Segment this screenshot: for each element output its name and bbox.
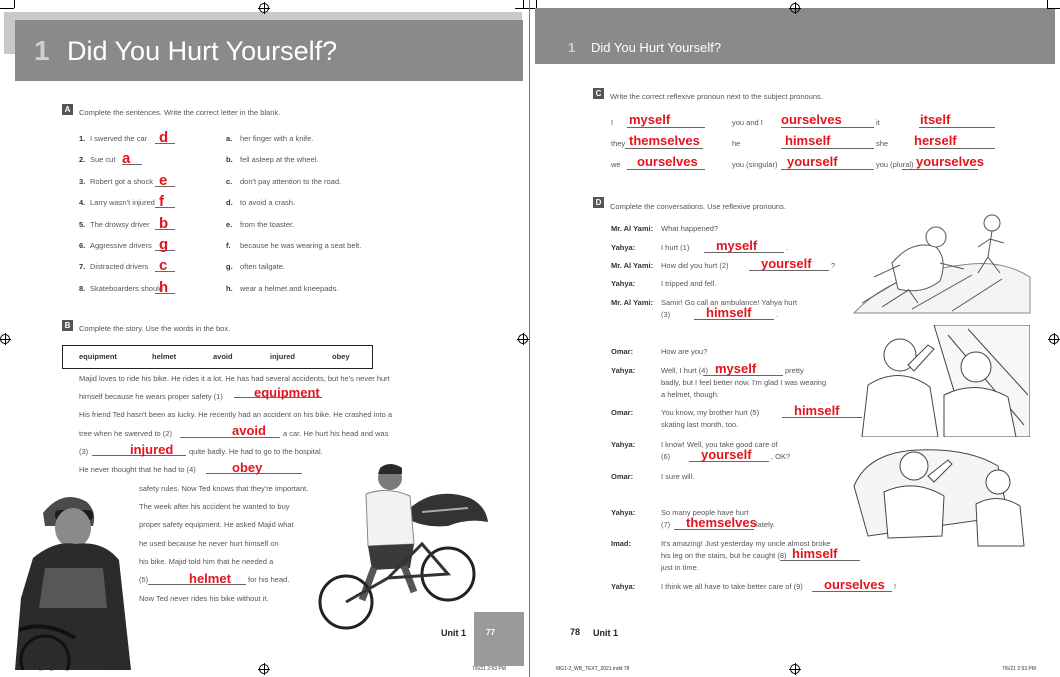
dialogue-text: It's amazing! Just yesterday my uncle almost broke <box>661 539 831 548</box>
answer-blank <box>627 127 705 128</box>
registration-mark <box>790 3 800 13</box>
cyclist-photo <box>15 488 133 670</box>
dialogue-text: So many people have hurt <box>661 508 749 517</box>
dialogue-text: lately. <box>756 520 776 529</box>
speaker-name: Omar: <box>611 472 634 481</box>
section-c-label: C <box>593 88 604 99</box>
dialogue-answer: yourself <box>761 256 812 271</box>
option-letter: h. <box>226 283 233 293</box>
page-divider <box>529 0 530 677</box>
dialogue-answer: themselves <box>686 515 757 530</box>
section-a-label: A <box>62 104 73 115</box>
answer-blank <box>781 169 874 170</box>
subject-pronoun: they <box>611 139 626 148</box>
crop-mark <box>530 8 535 9</box>
workbook-page-78 <box>530 0 1060 677</box>
dialogue-text: I tripped and fell. <box>661 279 717 288</box>
answer-letter: g <box>159 236 169 253</box>
footer-unit-label: Unit 1 <box>593 628 619 638</box>
dialogue-text: How are you? <box>661 347 708 356</box>
answer-blank <box>902 169 978 170</box>
option-text: fell asleep at the wheel. <box>240 155 319 165</box>
crop-mark <box>523 0 524 8</box>
dialogue-text: ? <box>831 261 836 270</box>
print-slug-date: 7/6/21 2:53 PM <box>1002 666 1036 672</box>
registration-mark <box>1049 334 1059 344</box>
dialogue-text: (7) <box>661 520 671 529</box>
crop-mark <box>536 0 537 8</box>
option-letter: d. <box>226 198 233 208</box>
story-line: Majid loves to ride his bike. He rides it a lot. He has had several accidents, but he's never hurt <box>79 374 390 383</box>
dialogue-text: Samir! Go call an ambulance! Yahya hurt <box>661 298 798 307</box>
page-number-tab <box>474 612 524 666</box>
speaker-name: Yahya: <box>611 440 636 449</box>
answer-letter: c <box>159 257 168 275</box>
subject-pronoun: she <box>876 139 889 148</box>
dialogue-text: I sure will. <box>661 472 695 481</box>
dialogue-text: ! <box>894 582 897 591</box>
dialogue-text: Well, I hurt (4) <box>661 366 708 375</box>
crop-mark <box>0 8 14 9</box>
answer-letter: e <box>159 171 168 189</box>
word-box-word: injured <box>270 352 296 361</box>
dialogue-answer: yourself <box>701 447 752 462</box>
answer-letter: b <box>159 214 169 232</box>
answer-blank <box>781 148 874 149</box>
subject-pronoun: it <box>876 118 880 127</box>
dialogue-text: his leg on the stairs, but he caught (8) <box>661 551 787 560</box>
reflexive-answer: ourselves <box>637 154 698 169</box>
option-text: wear a helmet and kneepads. <box>240 283 339 293</box>
option-text: often tailgate. <box>240 262 286 272</box>
section-b-instruction: Complete the story. Use the words in the box. <box>79 324 231 333</box>
crop-mark <box>1047 0 1048 8</box>
subject-pronoun: you and I <box>732 118 763 127</box>
speaker-name: Yahya: <box>611 243 636 252</box>
registration-mark <box>259 664 269 674</box>
option-letter: a. <box>226 134 233 143</box>
answer-blank <box>155 207 175 208</box>
item-text: Skateboarders should <box>90 283 163 293</box>
option-text: because he was wearing a seat belt. <box>240 241 362 250</box>
story-answer: injured <box>130 442 174 457</box>
print-slug-date: 7/6/21 2:53 PM <box>472 666 506 672</box>
story-line: His friend Ted hasn't been as lucky. He recently had an accident on his bike. He crashed into a <box>79 410 393 419</box>
subject-pronoun: you (plural) <box>876 160 914 169</box>
reflexive-answer: yourselves <box>916 154 984 169</box>
story-line: quite badly. He had to go to the hospital. <box>189 447 323 456</box>
reflexive-answer: herself <box>914 133 957 148</box>
speaker-name: Yahya: <box>611 279 636 288</box>
teen-bike-photo <box>318 460 490 632</box>
answer-blank <box>781 127 874 128</box>
option-text: her finger with a knife. <box>240 134 314 143</box>
dialogue-text: I know! Well, you take good care of <box>661 440 778 449</box>
dialogue-text: skating last month, too. <box>661 420 739 429</box>
option-text: from the toaster. <box>240 219 295 229</box>
dialogue-text: I hurt (1) <box>661 243 690 252</box>
option-text: to avoid a crash. <box>240 198 296 208</box>
dialogue-text: How did you hurt (2) <box>661 261 729 270</box>
section-c-instruction: Write the correct reflexive pronoun next to the subject pronouns. <box>610 92 823 101</box>
dialogue-answer: himself <box>706 305 752 320</box>
reflexive-answer: itself <box>920 112 951 127</box>
registration-mark <box>790 664 800 674</box>
registration-mark <box>259 3 269 13</box>
answer-blank <box>625 148 703 149</box>
story-line: he used because he never hurt himself on <box>139 539 279 548</box>
speaker-name: Omar: <box>611 347 634 356</box>
reflexive-answer: ourselves <box>781 112 842 127</box>
subject-pronoun: we <box>611 160 621 169</box>
boys-talking-illustration <box>848 325 1030 437</box>
speaker-name: Mr. Al Yami: <box>611 298 654 307</box>
section-d-label: D <box>593 197 604 208</box>
option-letter: c. <box>226 176 233 186</box>
item-text: The drowsy driver <box>90 219 150 229</box>
dialogue-answer: himself <box>794 403 840 418</box>
speaker-name: Yahya: <box>611 366 636 375</box>
answer-blank <box>919 148 995 149</box>
page-title: Did You Hurt Yourself? <box>591 40 722 55</box>
section-b-label: B <box>62 320 73 331</box>
dialogue-text: badly, but I feel better now. I'm glad I was wearing <box>661 378 827 387</box>
section-a-instruction: Complete the sentences. Write the correct letter in the blank. <box>79 108 281 117</box>
dialogue-text: . <box>776 310 779 319</box>
story-line: (5) <box>139 575 149 584</box>
crop-mark <box>515 8 530 9</box>
item-number: 5. <box>79 219 86 229</box>
footer-unit-label: Unit 1 <box>441 628 467 638</box>
option-text: don't pay attention to the road. <box>240 176 342 186</box>
unit-number: 1 <box>568 40 576 55</box>
dialogue-text: You know, my brother hurt (5) <box>661 408 760 417</box>
dialogue-answer: ourselves <box>824 577 885 592</box>
answer-letter: a <box>122 150 131 168</box>
story-line: (3) <box>79 447 89 456</box>
answer-blank <box>627 169 705 170</box>
subject-pronoun: I <box>611 118 614 127</box>
story-answer: avoid <box>232 423 266 438</box>
item-number: 4. <box>79 198 86 208</box>
subject-pronoun: he <box>732 139 741 148</box>
item-text: Aggressive drivers <box>90 241 152 250</box>
page-number: 78 <box>570 627 581 637</box>
option-letter: f. <box>226 241 231 250</box>
story-line: tree when he swerved to (2) <box>79 429 172 438</box>
registration-mark <box>518 334 528 344</box>
crop-mark <box>14 0 15 8</box>
item-number: 8. <box>79 283 86 293</box>
dialogue-text: just in time. <box>661 563 699 572</box>
dialogue-answer: himself <box>792 546 838 561</box>
dialogue-text: (3) <box>661 310 671 319</box>
speaker-name: Yahya: <box>611 582 636 591</box>
story-line: safety rules. Now Ted knows that they're important. <box>139 484 309 493</box>
dialogue-text: a helmet, though. <box>661 390 719 399</box>
word-box-word: helmet <box>152 352 177 361</box>
item-number: 2. <box>79 155 86 165</box>
section-d-instruction: Complete the conversations. Use reflexive pronouns. <box>610 202 786 211</box>
story-answer: equipment <box>254 385 320 400</box>
item-number: 6. <box>79 241 86 250</box>
item-number: 1. <box>79 134 86 143</box>
dialogue-answer: myself <box>716 238 758 253</box>
story-line: his bike. Majid told him that he needed a <box>139 557 274 566</box>
story-line: proper safety equipment. He asked Majid what <box>139 520 294 529</box>
page-title: Did You Hurt Yourself? <box>67 36 338 66</box>
speaker-name: Omar: <box>611 408 634 417</box>
item-text: Sue cut <box>90 155 116 165</box>
dialogue-answer: myself <box>715 361 757 376</box>
answer-letter: f <box>159 193 164 211</box>
page-number: 77 <box>486 628 495 637</box>
option-letter: b. <box>226 155 233 165</box>
option-letter: e. <box>226 219 233 229</box>
speaker-name: Mr. Al Yami: <box>611 261 654 270</box>
option-letter: g. <box>226 262 233 272</box>
reflexive-answer: myself <box>629 112 671 127</box>
word-box-word: avoid <box>213 352 233 361</box>
story-answer: obey <box>232 460 263 475</box>
story-line: a car. He hurt his head and was <box>283 429 389 438</box>
header-band <box>535 8 1055 64</box>
dialogue-text: . <box>786 243 789 252</box>
subject-pronoun: you (singular) <box>732 160 778 169</box>
print-slug: MG1-2_WB_TEXT_2021.indd 78 <box>556 666 630 672</box>
dialogue-text: , OK? <box>771 452 791 461</box>
story-line: He never thought that he had to (4) <box>79 465 196 474</box>
story-line: Now Ted never rides his bike without it. <box>139 594 269 603</box>
print-slug: MG1-2_WB_TEXT_2021.indd 77 <box>24 666 98 672</box>
dialogue-text: (6) <box>661 452 671 461</box>
word-box-word: obey <box>332 352 350 361</box>
story-line: The week after his accident he wanted to buy <box>139 502 290 511</box>
crop-mark <box>1047 8 1060 9</box>
boys-on-couch-illustration <box>848 446 1030 548</box>
answer-letter: d <box>159 129 169 146</box>
story-answer: helmet <box>189 571 231 586</box>
item-text: Larry wasn't injured <box>90 198 155 208</box>
answer-letter: h <box>159 278 169 296</box>
story-line: himself because he wears proper safety (1) <box>79 392 223 401</box>
item-text: I swerved the car <box>90 134 148 143</box>
word-box-word: equipment <box>79 352 117 361</box>
answer-blank <box>919 127 995 128</box>
speaker-name: Yahya: <box>611 508 636 517</box>
item-number: 3. <box>79 176 86 186</box>
item-number: 7. <box>79 262 86 272</box>
registration-mark <box>0 334 10 344</box>
item-text: Robert got a shock <box>90 176 153 186</box>
reflexive-answer: yourself <box>787 154 838 169</box>
boy-falling-illustration <box>852 203 1032 315</box>
story-line: for his head. <box>248 575 290 584</box>
dialogue-text: pretty <box>785 366 804 375</box>
dialogue-text: I think we all have to take better care of (9) <box>661 582 803 591</box>
unit-number: 1 <box>34 35 50 66</box>
speaker-name: Imad: <box>611 539 632 548</box>
speaker-name: Mr. Al Yami: <box>611 224 654 233</box>
item-text: Distracted drivers <box>90 262 149 272</box>
dialogue-text: What happened? <box>661 224 719 233</box>
reflexive-answer: themselves <box>629 133 700 148</box>
reflexive-answer: himself <box>785 133 831 148</box>
